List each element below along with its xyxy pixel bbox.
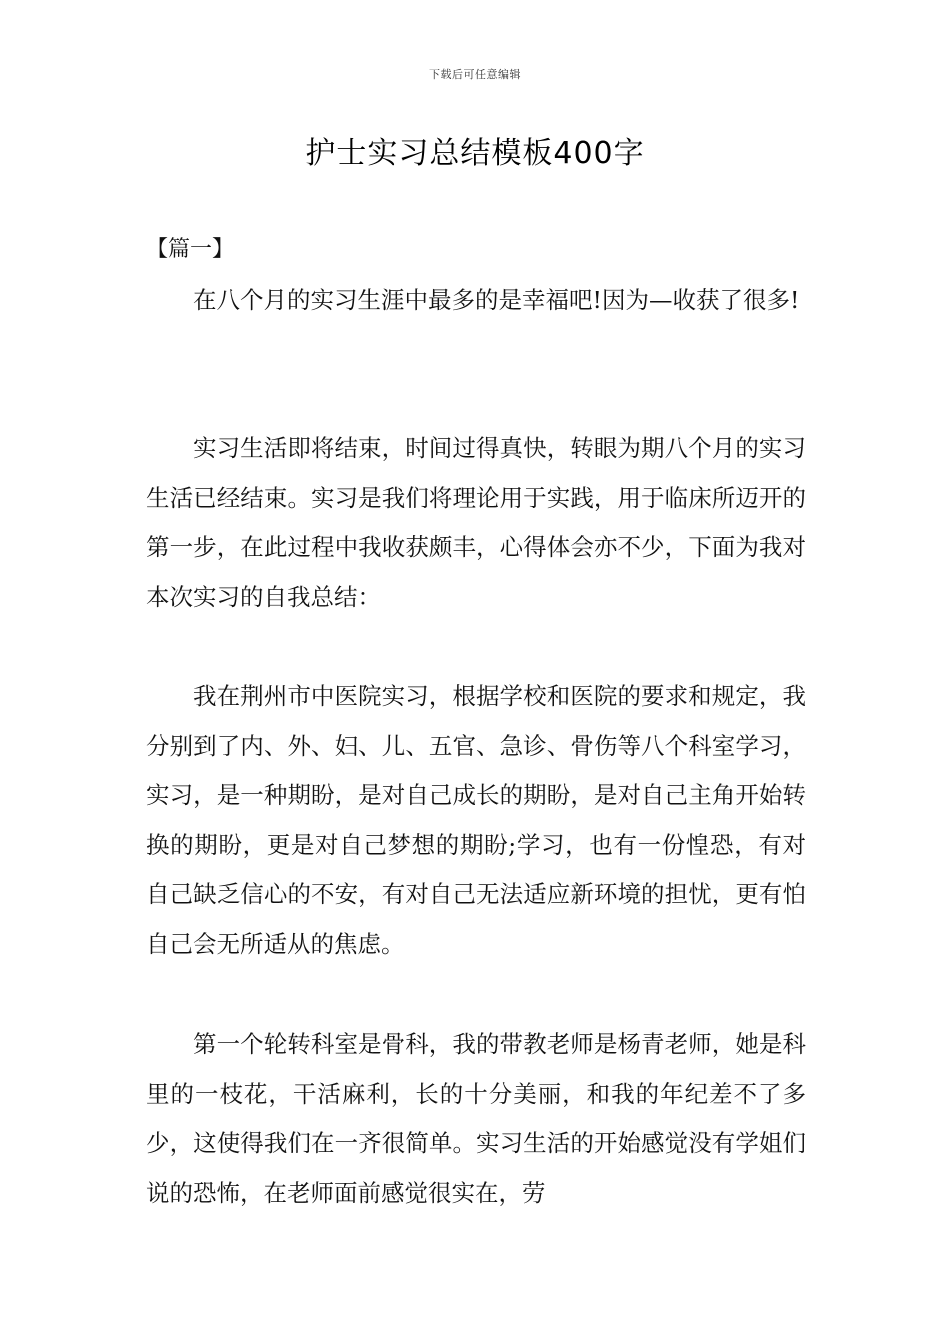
paragraph-2 (146, 424, 806, 622)
document-title: 护士实习总结模板400字 (305, 136, 645, 171)
paragraph-1 (146, 276, 806, 326)
paragraph-3 (146, 672, 806, 969)
header-note: 下载后可任意编辑 (429, 68, 521, 81)
paragraph-text: 第一个轮转科室是骨科，我的带教老师是杨青老师，她是科里的一枝花，干活麻利，长的十分美丽，和我的年纪差不了多少，这使得我们在一齐很简单。实习生活的开始感觉没有学姐们说的恐怖，在老师面前感觉很实在，劳 (146, 1030, 806, 1207)
paragraph-text: 实习生活即将结束，时间过得真快，转眼为期八个月的实习生活已经结束。实习是我们将理论用于实践，用于临床所迈开的第一步，在此过程中我收获颇丰，心得体会亦不少，下面为我对本次实习的自我总结： (146, 434, 806, 611)
paragraph-text: 我在荆州市中医院实习，根据学校和医院的要求和规定，我分别到了内、外、妇、儿、五官、急诊、骨伤等八个科室学习，实习，是一种期盼，是对自己成长的期盼，是对自己主角开始转换的期盼，更是对自己梦想的期盼;学习，也有一份惶恐，有对自己缺乏信心的不安，有对自己无法适应新环境的担忧，更有怕自己会无所适从的焦虑。 (146, 682, 806, 958)
section-label: 【篇一】 (146, 237, 235, 262)
paragraph-4 (146, 1020, 806, 1218)
paragraph-text: 在八个月的实习生涯中最多的是幸福吧!因为—收获了很多! (193, 286, 800, 314)
